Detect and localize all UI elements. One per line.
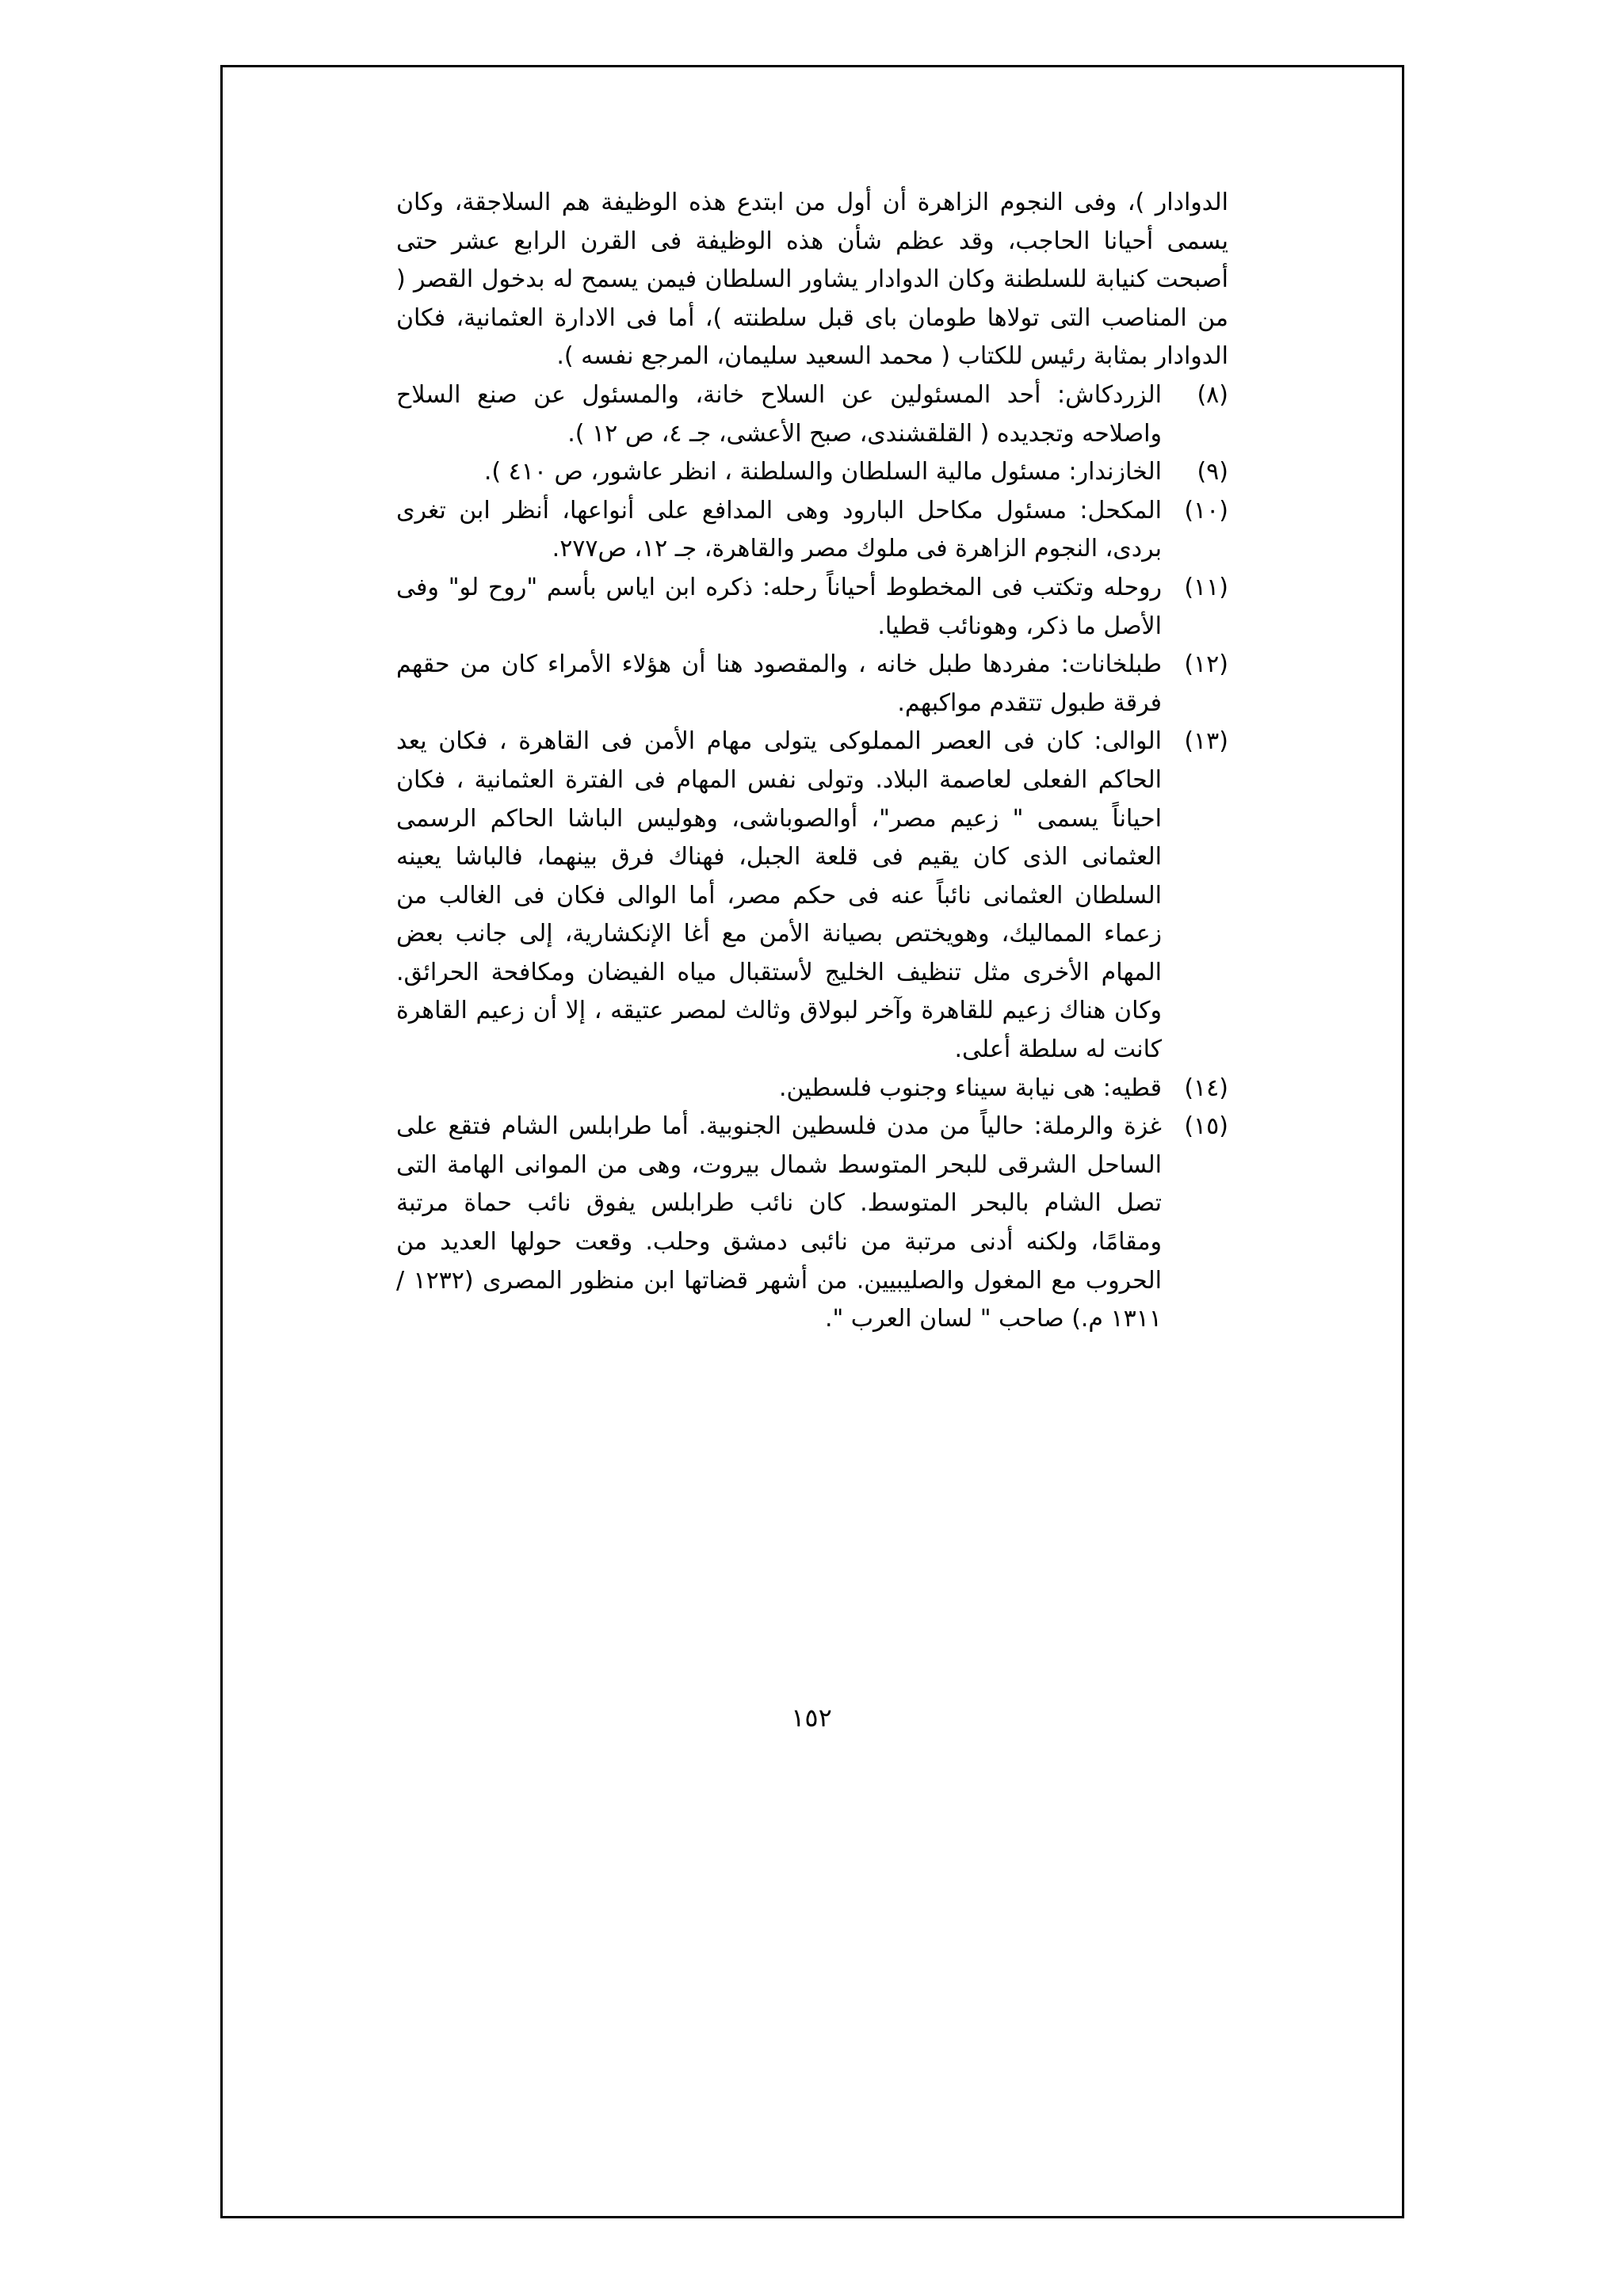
intro-paragraph: الدوادار )، وفى النجوم الزاهرة أن أول من ابتدع هذه الوظيفة هم السلاجقة، وكان يسمى أحيانا الحاجب، وقد عظم شأن هذه الوظيفة فى القرن الرابع عشر حتى أصبحت كنيابة للسلطنة وكان الدوادار يشاور السلطان فيمن يسمح له بدخول القصر ( من المناصب التى تولاها طومان باى قبل سلطنته )، أما فى الادارة العثمانية، فكان الدوادار بمثابة رئيس للكتاب ( محمد السعيد سليمان، المرجع نفسه ). — [396, 189, 1228, 371]
footnote-number: (٨) — [1197, 380, 1228, 409]
footnote-14 — [396, 1070, 1228, 1108]
footnote-text: غزة والرملة: حالياً من مدن فلسطين الجنوبية. أما طرابلس الشام فتقع على الساحل الشرقى للبحر المتوسط شمال بيروت، وهى من الموانى الهامة التى تصل الشام بالبحر المتوسط. كان نائب طرابلس يفوق نائب حماة مرتبة ومقامًا، ولكنه أدنى مرتبة من نائبى دمشق وحلب. وقعت حولها العديد من الحروب مع المغول والصليبيين. من أشهر قضاتها ابن منظور المصرى (١٢٣٢ / ١٣١١ م.) صاحب " لسان العرب ". — [396, 1112, 1162, 1333]
footnote-text: روحله وتكتب فى المخطوط أحياناً رحله: ذكره ابن اياس بأسم "روح لو" وفى الأصل ما ذكر، وهونائب قطيا. — [396, 573, 1162, 640]
footnote-12 — [396, 646, 1228, 723]
footnote-text: الزردكاش: أحد المسئولين عن السلاح خانة، والمسئول عن صنع السلاح واصلاحه وتجديده ( القلقشندى، صبح الأعشى، جـ ٤، ص ١٢ ). — [396, 380, 1162, 448]
footnote-text: المكحل: مسئول مكاحل البارود وهى المدافع على أنواعها، أنظر ابن تغرى بردى، النجوم الزاهرة فى ملوك مصر والقاهرة، جـ ١٢، ص٢٧٧. — [396, 496, 1162, 563]
footnote-11 — [396, 569, 1228, 646]
footnote-number: (١٣) — [1184, 727, 1228, 756]
page-number: ١٥٢ — [791, 1703, 832, 1733]
footnote-13 — [396, 723, 1228, 1069]
footnote-10 — [396, 492, 1228, 569]
footnote-number: (١٥) — [1184, 1112, 1228, 1141]
footnote-number: (١٢) — [1184, 650, 1228, 679]
footnote-text: الخازندار: مسئول مالية السلطان والسلطنة ، انظر عاشور، ص ٤١٠ ). — [483, 458, 1162, 486]
footnote-number: (١٠) — [1184, 496, 1228, 524]
footnote-9 — [396, 453, 1228, 492]
footnote-text: قطيه: هى نيابة سيناء وجنوب فلسطين. — [778, 1074, 1162, 1102]
footnote-text: الوالى: كان فى العصر المملوكى يتولى مهام الأمن فى القاهرة ، فكان يعد الحاكم الفعلى لعاصمة البلاد. وتولى نفس المهام فى الفترة العثمانية ، فكان احياناً يسمى " زعيم مصر"، أوالصوباشى، وهوليس الباشا الحاكم الرسمى العثمانى الذى كان يقيم فى قلعة الجبل، فهناك فرق بينهما، فالباشا يعينه السلطان العثمانى نائباً عنه فى حكم مصر، أما الوالى فكان فى الغالب من زعماء المماليك، وهويختص بصيانة الأمن مع أغا الإنكشارية، إلى جانب بعض المهام الأخرى مثل تنظيف الخليج لأستقبال مياه الفيضان ومكافحة الحرائق. وكان هناك زعيم للقاهرة وآخر لبولاق وثالث لمصر عتيقه ، إلا أن زعيم القاهرة كانت له سلطة أعلى. — [396, 727, 1162, 1064]
footnote-number: (٩) — [1197, 458, 1228, 486]
footnote-number: (١٤) — [1184, 1074, 1228, 1102]
footnote-number: (١١) — [1184, 573, 1228, 601]
footnote-15 — [396, 1108, 1228, 1339]
footnotes-block — [396, 184, 1228, 1339]
footnote-8 — [396, 376, 1228, 453]
footnote-text: طبلخانات: مفردها طبل خانه ، والمقصود هنا أن هؤلاء الأمراء كان من حقهم فرقة طبول تتقدم مواكبهم. — [396, 650, 1162, 717]
